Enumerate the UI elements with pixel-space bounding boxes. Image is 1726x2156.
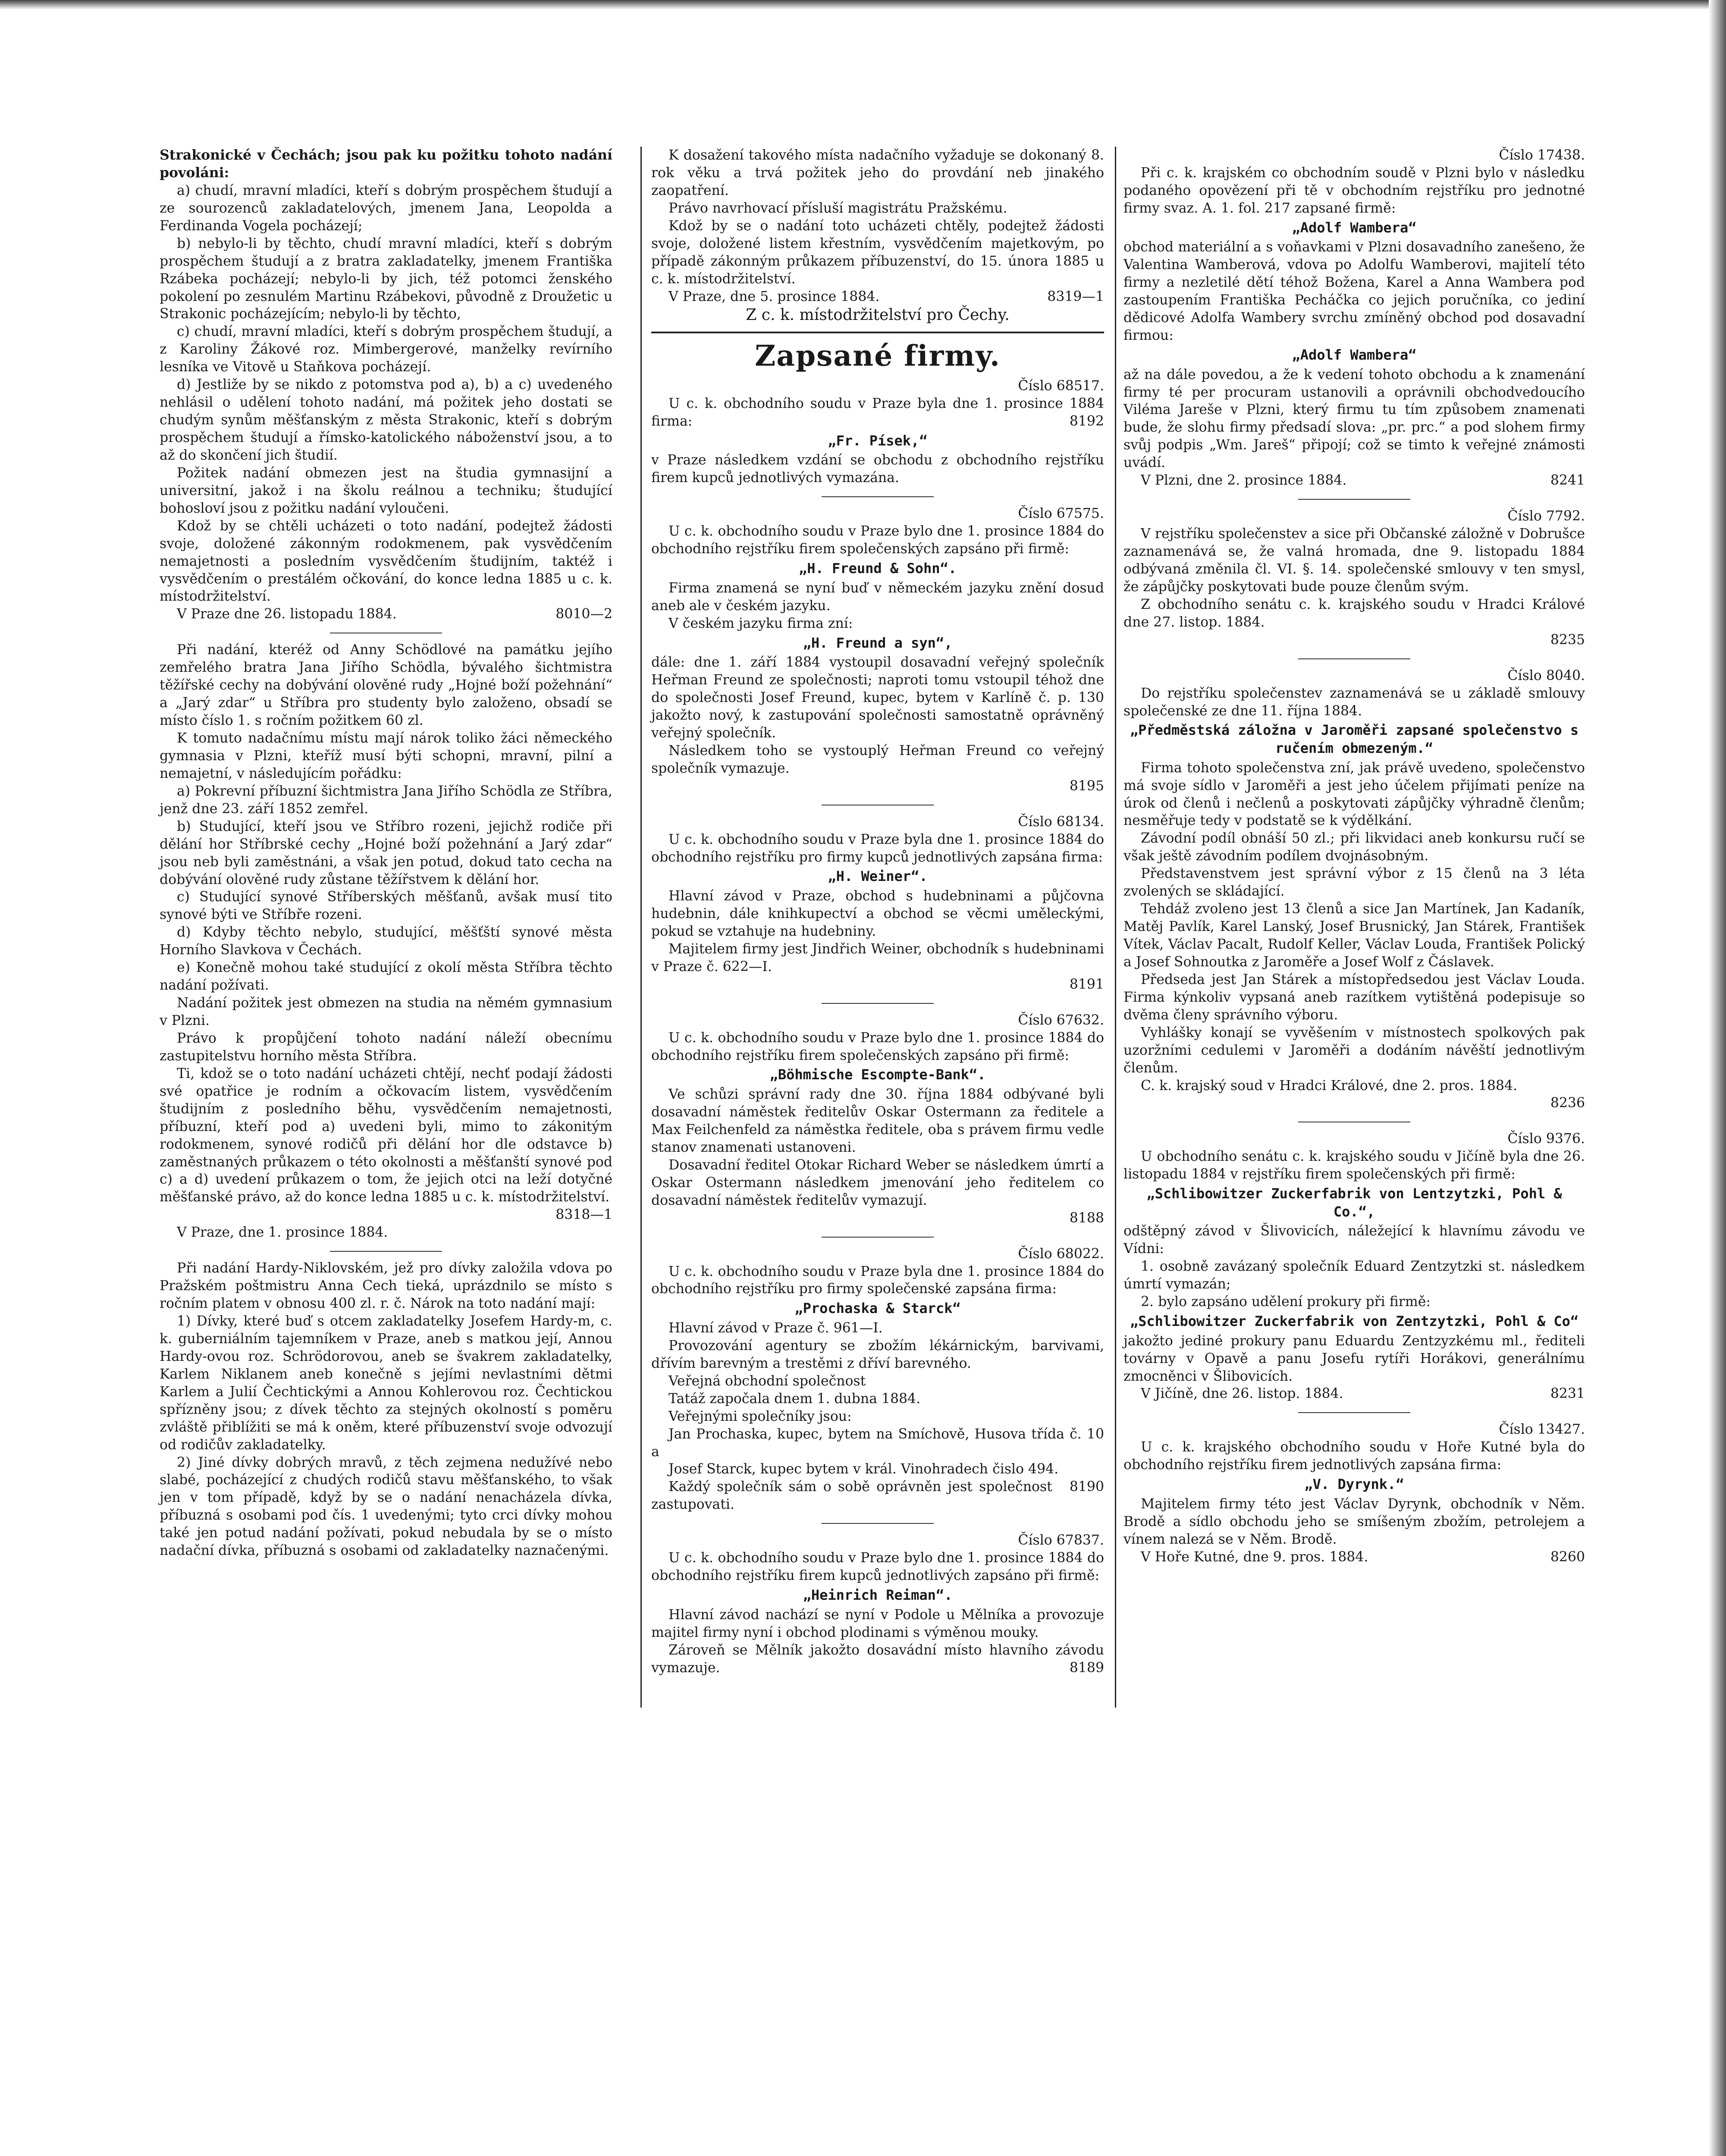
entry-number: Číslo 68134. bbox=[1018, 814, 1104, 830]
notice-number: 8188 bbox=[1069, 1210, 1104, 1226]
text-paragraph: Právo navrhovací přísluší magistrátu Pražskému. bbox=[668, 200, 1007, 216]
text-paragraph: U c. k. obchodního soudu v Praze byla dne 1. prosince 1884 do obchodního rejstříku pro firmy kupců jednotlivých zapsána firma: bbox=[651, 831, 1104, 865]
text-paragraph: V rejstříku společenstev a sice při Občanské záložně v Dobrušce zaznamenává se, že valná hromada, dne 9. listopadu 1884 odbývaná změnila čl. VI. §. 14. společenské smlouvy v ten smysl, že zápůjčky poskytovati bude pouze členům svým. bbox=[1123, 526, 1585, 595]
entry-number: Číslo 8040. bbox=[1507, 667, 1585, 683]
separator-rule bbox=[822, 1237, 934, 1238]
signature-line: V Jičíně, dne 26. listop. 1884. 8231 bbox=[1141, 1386, 1585, 1402]
entry-number: Číslo 68517. bbox=[1018, 378, 1104, 394]
text-paragraph: Kdož by se chtěli ucházeti o toto nadání, podejtež žádosti svoje, doložené zákonným rodokmenem, pak vysvědčením nemajetnosti a posledním vysvědčením študijním, taktéž i vysvědčením o prestálém očkování, do konce ledna 1885 u c. k. místodržitelství. bbox=[160, 518, 612, 605]
text-paragraph: jakožto jediné prokury panu Eduardu Zentzyzkému ml., řediteli továrny v Opavě a panu Josefu rytíři Horákovi, generálnímu zmocněnci v Šlibovicích. bbox=[1123, 1333, 1585, 1384]
separator-rule bbox=[822, 496, 934, 497]
firm-name: „Adolf Wambera“ bbox=[1292, 219, 1417, 236]
entry-number: Číslo 67632. bbox=[1018, 1012, 1104, 1028]
firm-name: „Heinrich Reiman“. bbox=[803, 1587, 953, 1604]
text-paragraph: až na dále povedou, a že k vedení tohoto obchodu a k znamenání firmy té per procuram ustanovili a oprávnili obchodvedoucího Viléma Jareše v Plzni, který firmu tu tím způsobem znamenati bude, že slohu firmy předsadí slova: „pr. prc.“ a pod slohem firmy svůj podpis „Wm. Jareš“ připojí; což se timto k veřejné známosti uvádí. bbox=[1123, 367, 1585, 471]
text-paragraph: Z obchodního senátu c. k. krajského soudu v Hradci Králové dne 27. listop. 1884. bbox=[1123, 596, 1585, 630]
text-paragraph: U obchodního senátu c. k. krajského soudu v Jičíně byla dne 26. listopadu 1884 v rejstříku firem společenských při firmě: bbox=[1123, 1149, 1585, 1182]
text-paragraph: Hlavní závod v Praze, obchod s hudebninami a půjčovna hudebnin, dále knihkupectví a obchod se věcmi uměleckými, pokud se vztahuje na hudebniny. bbox=[651, 888, 1104, 939]
text-paragraph: Následkem toho se vystouplý Heřman Freund co veřejný společník vymazuje. bbox=[651, 743, 1104, 776]
text-paragraph: Představenstvem jest správní výbor z 15 členů na 3 léta zvolených se skládající. bbox=[1123, 866, 1585, 899]
firm-name: „Prochaska & Starck“ bbox=[794, 1300, 961, 1317]
text-paragraph: a) chudí, mravní mladíci, kteří s dobrým prospěchem študují a ze sourozenců zakladatelových, jmenem Jana, Leopolda a Ferdinanda Vogela pocházejí; bbox=[160, 182, 612, 234]
column-left bbox=[160, 147, 612, 1560]
text-paragraph: Jan Prochaska, kupec, bytem na Smíchově, Husova třída č. 10 a bbox=[651, 1426, 1104, 1460]
text-paragraph: Veřejnými společníky jsou: bbox=[668, 1408, 852, 1424]
firm-name: „Předměstská záložna v Jaroměři zapsané společenstvo s ručením obmezeným.“ bbox=[1130, 722, 1579, 757]
notice-number: 8318—1 bbox=[555, 1207, 612, 1223]
text-paragraph: Předseda jest Jan Stárek a místopředsedou jest Václav Louda. Firma kýnkoliv vypsaná aneb razítkem vytištěná podepisuje so dvěma členy správního výboru. bbox=[1123, 971, 1585, 1023]
separator-rule bbox=[1298, 1412, 1410, 1413]
text-paragraph: b) Studující, kteří jsou ve Stříbro rozeni, jejichž rodiče při dělání hor Stříbrské cechy „Hojné boží požehnání a Jarý zdar“ jsou neb byli zaměstnáni, a však jen potud, dokud tato cecha na dobývání olověné rudy zůstane těžířstvem k dělání hor. bbox=[160, 818, 612, 887]
text-paragraph: U c. k. obchodního soudu v Praze bylo dne 1. prosince 1884 do obchodního rejstříku firem kupců jednotlivých zapsáno při firmě: bbox=[651, 1550, 1104, 1584]
signature-line: V Praze, dne 1. prosince 1884. bbox=[177, 1225, 388, 1241]
firm-name: „H. Freund & Sohn“. bbox=[798, 560, 957, 577]
text-paragraph: Provozování agentury se zbožím lékárnickým, barvivami, dřívím barevným a trestěmi z dříví barevného. bbox=[651, 1338, 1104, 1371]
firm-name: „Schlibowitzer Zuckerfabrik von Lentzytzki, Pohl & Co.“, bbox=[1146, 1185, 1562, 1220]
firm-name: „Böhmische Escompte-Bank“. bbox=[769, 1066, 986, 1083]
column-right bbox=[1123, 147, 1585, 1566]
entry-number: Číslo 17438. bbox=[1499, 147, 1585, 163]
text-paragraph: 2) Jiné dívky dobrých mravů, z těch zejmena nedužívé nebo slabé, pocházející z chudých rodičů stavu měšťanského, to však jen v tom případě, když by se o nadání nenacházela dívka, příbuzná s osobami pod čís. 1 uvedenými; tyto crci dívky mohou také jen potud nadání požívati, pokud nebudala by se o místo nadační dívka, příbuzná s osobami od zakladatelky naznačenými. bbox=[160, 1454, 612, 1559]
text-paragraph: Do rejstříku společenstev zaznamenává se u základě smlouvy společenské ze dne 11. října 1884. bbox=[1123, 685, 1585, 719]
text-paragraph: Při c. k. krajském co obchodním soudě v Plzni bylo v následku podaného opovězení při tě v obchodním rejstříku pro jednotné firmy svaz. A. 1. fol. 217 zapsané firmě: bbox=[1123, 165, 1585, 216]
column-rule-right bbox=[1115, 147, 1116, 1708]
text-paragraph: d) Kdyby těchto nebylo, studující, měšťští synové města Horního Slavkova v Čechách. bbox=[160, 924, 612, 958]
separator-rule bbox=[1298, 658, 1410, 659]
text-paragraph: 2. bylo zapsáno udělení prokury při firmě: bbox=[1141, 1294, 1431, 1310]
text-paragraph: Majitelem firmy jest Jindřich Weiner, obchodník s hudebninami v Praze č. 622—I. bbox=[651, 941, 1104, 975]
text-paragraph: Firma tohoto společenstva zní, jak právě uvedeno, společenstvo má svoje sídlo v Jaroměři a jest jeho účelem přijímati peníze na úrok od členů i nečlenů a poskytovati zápůjčky výhradně členům; nesměřuje tedy v podstatě se k výdělkání. bbox=[1123, 760, 1585, 829]
text-paragraph: Veřejná obchodní společnost bbox=[668, 1373, 866, 1389]
firm-name: „Schlibowitzer Zuckerfabrik von Zentzytzki, Pohl & Co“ bbox=[1130, 1313, 1579, 1330]
text-paragraph: Tehdáž zvoleno jest 13 členů a sice Jan Martínek, Jan Kadaník, Matěj Pavlík, Karel Lanský, Josef Brusnický, Jan Stárek, František Vítek, Václav Pacalt, Rudolf Keller, Václav Louda, František Polický a Josef Sohnoutka z Jaroměře a Josef Wolf z Čáslavek. bbox=[1123, 901, 1585, 970]
text-paragraph: obchod materiální a s voňavkami v Plzni dosavadního zanešeno, že Valentina Wamberová, vdova po Adolfu Wamberovi, majitelí této firmy a nezletilé dětí téhož Božena, Karel a Anna Wambera pod zastoupením Františka Pecháčka co jejich poručníka, co jediní dědicové Adolfa Wambery svrchu zmíněný obchod pod dosavadní firmou: bbox=[1123, 239, 1585, 344]
column-rule-left bbox=[640, 147, 642, 1708]
separator-rule bbox=[1298, 499, 1410, 500]
firm-name: „V. Dyrynk.“ bbox=[1304, 1476, 1404, 1493]
text-paragraph: v Praze následkem vzdání se obchodu z obchodního rejstříku firem kupců jednotlivých vymazána. bbox=[651, 452, 1104, 486]
text-paragraph: c) chudí, mravní mladíci, kteří s dobrým prospěchem študují, a z Karoliny Žákové roz. Mimbergerové, manželky revírního lesníka ve Vitově u Staňkova pocházejí. bbox=[160, 324, 612, 375]
text-paragraph: K dosažení takového místa nadačního vyžaduje se dokonaný 8. rok věku a trvá požitek jeho do provdání neb jinakého zaopatření. bbox=[651, 147, 1104, 198]
text-paragraph: U c. k. obchodního soudu v Praze bylo dne 1. prosince 1884 do obchodního rejstříku firem společenských zapsáno při firmě: bbox=[651, 1030, 1104, 1063]
text-paragraph: Právo k propůjčení tohoto nadání náleží obecnímu zastupitelstvu horního města Stříbra. bbox=[160, 1030, 612, 1064]
right-scan-edge bbox=[1709, 0, 1726, 2156]
text-paragraph: 1. osobně zavázaný společník Eduard Zentzytzki st. následkem úmrtí vymazán; bbox=[1123, 1259, 1585, 1292]
text-paragraph: Požitek nadání obmezen jest na študia gymnasijní a universitní, jakož i na školu reálnou a techniku; študující bohosloví jsou z požitku nadání vyloučeni. bbox=[160, 465, 612, 516]
notice-number: 8195 bbox=[1069, 778, 1104, 794]
entry-number: Číslo 13427. bbox=[1499, 1422, 1585, 1438]
authority-line: Z c. k. místodržitelství pro Čechy. bbox=[746, 306, 1010, 324]
notice-number: 8191 bbox=[1069, 976, 1104, 992]
separator-rule bbox=[330, 1251, 442, 1252]
text-paragraph: Každý společník sám o sobě oprávněn jest společnost zastupovati. bbox=[651, 1479, 1052, 1513]
notice-number: 8236 bbox=[1550, 1095, 1585, 1111]
separator-rule bbox=[822, 1003, 934, 1004]
notice-number: 8235 bbox=[1550, 632, 1585, 648]
text-paragraph: e) Konečně mohou také studující z okolí města Stříbra těchto nadání požívati. bbox=[160, 960, 612, 993]
text-paragraph: Závodní podíl obnáší 50 zl.; při likvidaci aneb konkursu ručí se však ještě závodním podílem dvojnásobným. bbox=[1123, 830, 1585, 864]
text-paragraph: Majitelem firmy této jest Václav Dyrynk, obchodník v Něm. Brodě a sídlo obchodu jeho se smíšeným zbožím, petrolejem a vínem nalezá se v Něm. Brodě. bbox=[1123, 1496, 1585, 1547]
text-paragraph: Hlavní závod v Praze č. 961—I. bbox=[668, 1320, 883, 1336]
text-paragraph: Kdož by se o nadání toto ucházeti chtěly, podejtež žádosti svoje, doložené listem křestním, vysvědčením majetkovým, po případě zákonným průkazem příbuzenství, do 15. února 1885 u c. k. místodržitelství. bbox=[651, 218, 1104, 287]
text-paragraph: 1) Dívky, které buď s otcem zakladatelky Josefem Hardy-m, c. k. guberniálním tajemníkem v Praze, aneb s matkou její, Annou Hardy-ovou roz. Schrödorovou, aneb se švakrem zakladatelky, Karlem Niklanem aneb konečně s jejími nevlastními dětmi Karlem a Julií Čechtickými a Annou Kohlerovou roz. Čechtickou spřízněny jsou; z dívek těchto za stejných okolností s poměru zvláště přiblížiti se má k oněm, které příbuzenství svoje odvozují od rodičův zakladatelky. bbox=[160, 1313, 612, 1453]
entry-number: Číslo 7792. bbox=[1507, 508, 1585, 524]
text-paragraph: b) nebylo-li by těchto, chudí mravní mladíci, kteří s dobrým prospěchem študují a z bratra zakladatelky, jmenem Františka Rzábeka pocházejí; nebylo-li by jich, též potomci ženského pokolení po zesnulém Martinu Rzábekovi, původně z Droužetic u Strakonic pocházejícím; nebylo-li by těchto, bbox=[160, 235, 612, 322]
signature-line: V Praze dne 26. listopadu 1884. 8010—2 bbox=[177, 606, 612, 622]
section-heading: Zapsané firmy. bbox=[755, 339, 1001, 373]
text-paragraph: Nadání požitek jest obmezen na studia na němém gymnasium v Plzni. bbox=[160, 995, 612, 1028]
text-paragraph: Josef Starck, kupec bytem v král. Vinohradech čislo 494. 8190 bbox=[668, 1461, 1104, 1495]
text-paragraph: Při nadání, kteréž od Anny Schödlové na památku jejího zemřelého bratra Jana Jiřího Schödla, bývalého šichtmistra těžířské cechy na dobývání olověné rudy „Hojné boží požehnání“ a „Jarý zdar“ u Stříbra pro studenty bylo založeno, obsadí se místo číslo 1. s ročním požitkem 60 zl. bbox=[160, 642, 612, 729]
text-paragraph: K tomuto nadačnímu místu mají nárok toliko žáci německého gymnasia v Plzni, kteříž musí býti schopni, mravní, pilní a nemajetní, v následujícím pořádku: bbox=[160, 730, 612, 781]
firm-name: „Adolf Wambera“ bbox=[1292, 346, 1417, 363]
firm-name: „H. Freund a syn“, bbox=[803, 634, 953, 651]
separator-rule bbox=[822, 1523, 934, 1524]
text-paragraph: odštěpný závod v Šlivovicích, náležející k hlavnímu závodu ve Vídni: bbox=[1123, 1223, 1585, 1257]
text-paragraph: Dosavadní ředitel Otokar Richard Weber se následkem úmrtí a Oskar Ostermann následkem jmenování jeho ředitelem co dosavadní náměstek ředitelův vymazují. bbox=[651, 1157, 1104, 1208]
text-paragraph: Firma znamená se nyní buď v německém jazyku znění dosud aneb ale v českém jazyku. bbox=[651, 580, 1104, 614]
text-paragraph: U c. k. obchodního soudu v Praze byla dne 1. prosince 1884 firma: 8192 bbox=[651, 395, 1104, 429]
entry-number: Číslo 68022. bbox=[1018, 1246, 1104, 1262]
signature-line: V Hoře Kutné, dne 9. pros. 1884. 8260 bbox=[1141, 1549, 1585, 1565]
text-paragraph: Zároveň se Mělník jakožto dosavádní místo hlavního závodu vymazuje. 8189 bbox=[651, 1642, 1104, 1676]
text-paragraph: Hlavní závod nachází se nyní v Podole u Mělníka a provozuje majitel firmy nyní i obchod plodinami s výměnou mouky. bbox=[651, 1607, 1104, 1640]
entry-number: Číslo 67837. bbox=[1018, 1532, 1104, 1548]
text-paragraph: V českém jazyku firma zní: bbox=[668, 615, 853, 631]
column-middle bbox=[651, 147, 1104, 1677]
text-paragraph: U c. k. obchodního soudu v Praze bylo dne 1. prosince 1884 do obchodního rejstříku firem společenských zapsáno při firmě: bbox=[651, 523, 1104, 557]
text-paragraph: d) Jestliže by se nikdo z potomstva pod a), b) a c) uvedeného nehlásil o udělení tohoto nadání, má požitek jeho dostati se chudým synům měšťanským z města Strakonic, kteří s dobrým prospěchem študují a římsko-katolického náboženství jsou, a to až do skončení jich študií. bbox=[160, 377, 612, 463]
text-paragraph: Při nadání Hardy-Niklovském, jež pro dívky založila vdova po Pražském poštmistru Anna Cech tieká, uprázdnilo se místo s ročním platem v obnosu 400 zl. r. č. Nárok na toto nadání mají: bbox=[160, 1260, 612, 1312]
text-paragraph: a) Pokrevní příbuzní šichtmistra Jana Jiřího Schödla ze Stříbra, jenž dne 23. září 1852 zemřel. bbox=[160, 783, 612, 817]
text-paragraph: U c. k. obchodního soudu v Praze byla dne 1. prosince 1884 do obchodního rejstříku pro firmy společenské zapsána firma: bbox=[651, 1263, 1104, 1297]
signature-line: V Praze, dne 5. prosince 1884. 8319—1 bbox=[668, 288, 1104, 304]
text-paragraph: c) Studující synové Stříberských měšťanů, avšak musí tito synové býti ve Stříbře rozeni. bbox=[160, 889, 612, 923]
text-paragraph: Strakonické v Čechách; jsou pak ku požitku tohoto nadání povoláni: bbox=[160, 147, 612, 181]
text-paragraph: dále: dne 1. září 1884 vystoupil dosavadní veřejný společník Heřman Freund ze společnosti; naproti tomu vstoupil téhož dne do společnosti Josef Freund, kupec, bytem v Karlíně č. p. 130 jakožto nový, k zastupování společnosti samostatně oprávněný veřejný společník. bbox=[651, 655, 1104, 741]
text-paragraph: Ve schůzi správní rady dne 30. října 1884 odbývané byli dosavadní náměstek ředitelův Oskar Ostermann za ředitele a Max Feilchenfeld za náměstka ředitele, oba s právem firmu vedle stanov znamenati ustanoveni. bbox=[651, 1087, 1104, 1155]
text-paragraph: Ti, kdož se o toto nadání ucházeti chtějí, nechť podají žádosti své opatřice je rodním a očkovacím listem, vysvědčením študijním z posledního běhu, vysvědčením nemajetnosti, příbuzní, kteří pod a) uvedeni byli, mimo to zákonitým rodokmenem, synové rodičů při dělání hor dle odstavce b) zaměstnaných průkazem o této okolnosti a měšťanští synové pod c) a d) uvedení průkazem o tom, že jejich otci na leží dotyčné měšťanské právo, až do konce ledna 1885 u c. k. místodržitelství. bbox=[160, 1065, 612, 1205]
text-paragraph: Vyhlášky konají se vyvěšením v místnostech spolkových pak uzoržními cedulemi v Jaroměři a dodáním návěští jednotlivým členům. bbox=[1123, 1025, 1585, 1076]
signature-line: V Plzni, dne 2. prosince 1884. 8241 bbox=[1141, 473, 1585, 489]
entry-number: Číslo 9376. bbox=[1507, 1131, 1585, 1147]
firm-name: „Fr. Písek,“ bbox=[828, 432, 928, 449]
text-paragraph: U c. k. krajského obchodního soudu v Hoře Kutné byla do obchodního rejstříku firem jednotlivých zapsána firma: bbox=[1123, 1439, 1585, 1473]
top-scan-edge bbox=[0, 0, 1726, 9]
text-paragraph: Tatáž započala dnem 1. dubna 1884. bbox=[668, 1391, 921, 1407]
section-rule bbox=[651, 332, 1104, 333]
entry-number: Číslo 67575. bbox=[1018, 506, 1104, 522]
text-paragraph: C. k. krajský soud v Hradci Králové, dne 2. pros. 1884. bbox=[1141, 1078, 1518, 1094]
firm-name: „H. Weiner“. bbox=[828, 868, 928, 885]
